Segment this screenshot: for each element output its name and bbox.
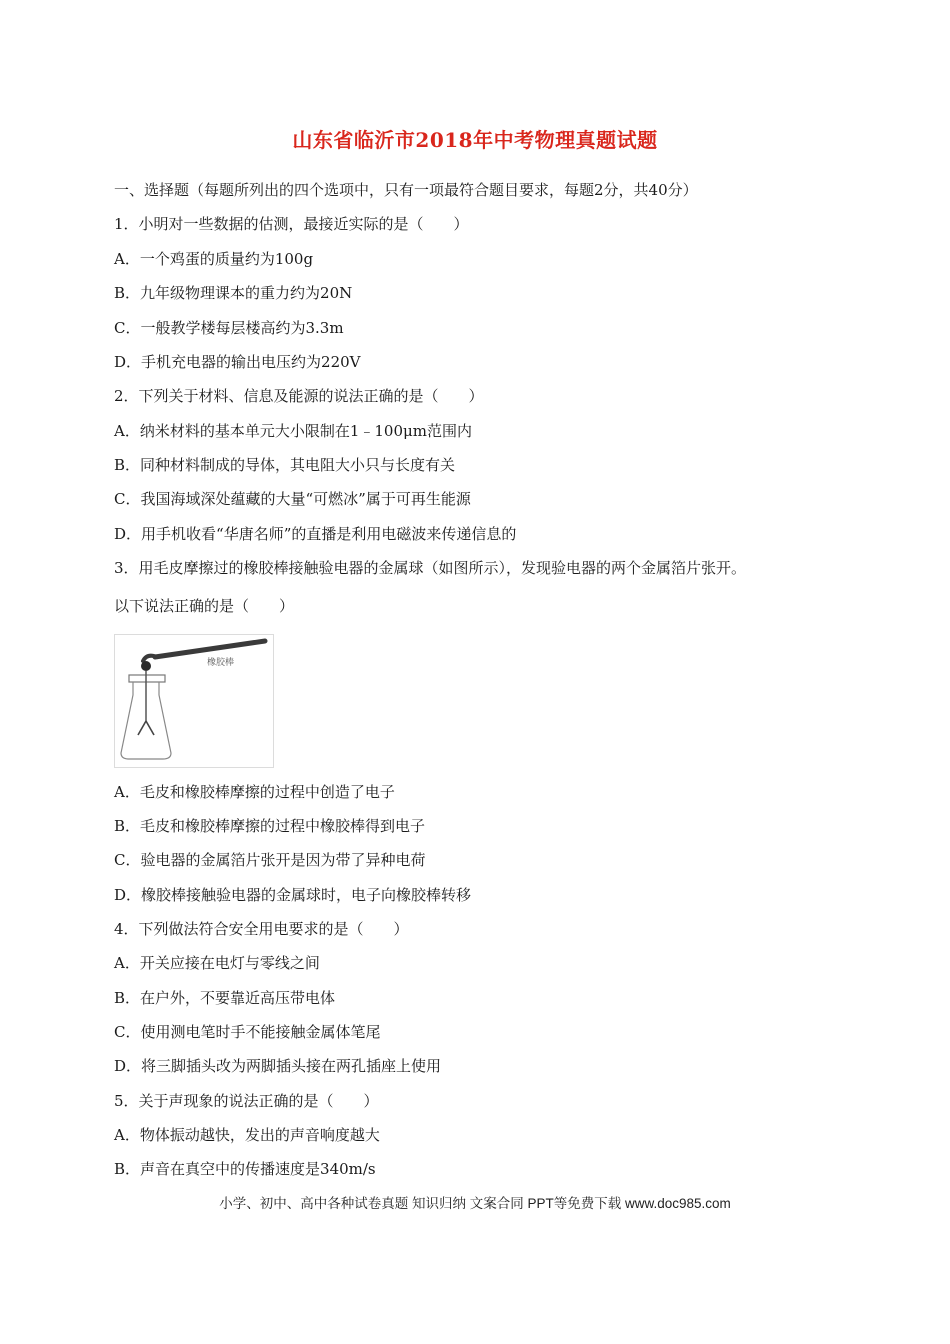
question-1-option-d: D．手机充电器的输出电压约为220V: [114, 353, 361, 371]
question-1-option-c: C．一般教学楼每层楼高约为3.3m: [114, 319, 344, 337]
question-1-option-b: B．九年级物理课本的重力约为20N: [114, 284, 353, 302]
question-5-option-a: A．物体振动越快，发出的声音响度越大: [114, 1126, 380, 1144]
question-3-option-c: C．验电器的金属箔片张开是因为带了异种电荷: [114, 851, 426, 869]
electroscope-figure: [114, 634, 274, 768]
question-2-option-b: B．同种材料制成的导体，其电阻大小只与长度有关: [114, 456, 456, 474]
question-4-option-a: A．开关应接在电灯与零线之间: [114, 954, 320, 972]
question-4-option-d: D．将三脚插头改为两脚插头接在两孔插座上使用: [114, 1057, 442, 1075]
question-2-option-a: A．纳米材料的基本单元大小限制在1﹣100μm范围内: [114, 422, 472, 440]
figure-label: 橡胶棒: [207, 658, 235, 668]
question-3-option-b: B．毛皮和橡胶棒摩擦的过程中橡胶棒得到电子: [114, 817, 426, 835]
question-2-option-d: D．用手机收看“华唐名师”的直播是利用电磁波来传递信息的: [114, 525, 517, 543]
question-3-stem-continued: 以下说法正确的是（ ）: [114, 597, 295, 615]
question-5-option-b: B．声音在真空中的传播速度是340m/s: [114, 1160, 376, 1178]
electroscope-drawing: [115, 635, 273, 767]
question-4-option-c: C．使用测电笔时手不能接触金属体笔尾: [114, 1023, 381, 1041]
page-footer[interactable]: 小学、初中、高中各种试卷真题 知识归纳 文案合同 PPT等免费下载 www.doc985.com: [219, 1196, 731, 1211]
question-2-option-c: C．我国海域深处蕴藏的大量“可燃冰”属于可再生能源: [114, 490, 471, 508]
question-1-option-a: A．一个鸡蛋的质量约为100g: [114, 250, 314, 268]
page-title: 山东省临沂市2018年中考物理真题试题: [292, 128, 658, 152]
question-1-stem: 1．小明对一些数据的估测，最接近实际的是（ ）: [114, 215, 469, 233]
question-4-option-b: B．在户外，不要靠近高压带电体: [114, 989, 336, 1007]
question-3-option-a: A．毛皮和橡胶棒摩擦的过程中创造了电子: [114, 783, 395, 801]
question-5-stem: 5．关于声现象的说法正确的是（ ）: [114, 1092, 379, 1110]
question-3-option-d: D．橡胶棒接触验电器的金属球时，电子向橡胶棒转移: [114, 886, 472, 904]
section-header: 一、选择题（每题所列出的四个选项中，只有一项最符合题目要求，每题2分，共40分）: [114, 181, 698, 199]
question-3-stem: 3．用毛皮摩擦过的橡胶棒接触验电器的金属球（如图所示），发现验电器的两个金属箔片张开。: [114, 559, 747, 577]
question-4-stem: 4．下列做法符合安全用电要求的是（ ）: [114, 920, 409, 938]
question-2-stem: 2．下列关于材料、信息及能源的说法正确的是（ ）: [114, 387, 484, 405]
